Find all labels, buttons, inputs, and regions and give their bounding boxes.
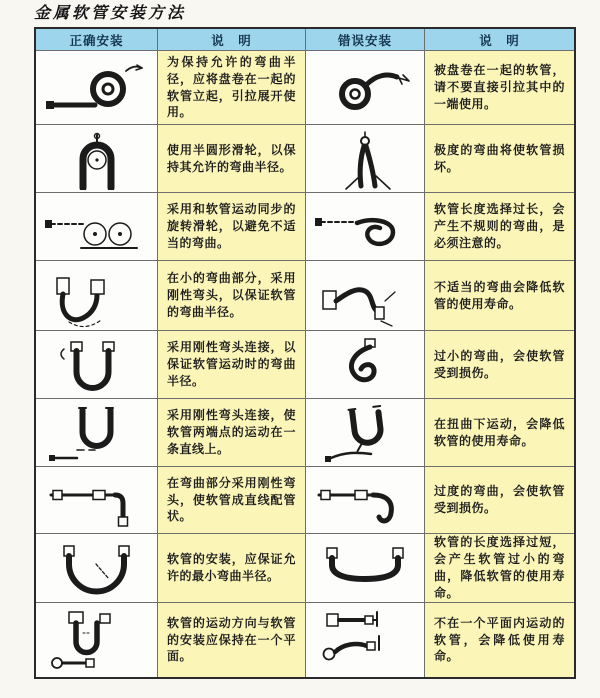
wrong-description-text: 极度的弯曲将使软管损坏。 — [434, 142, 565, 174]
wrong-description-text: 不适当的弯曲会降低软管的使用寿命。 — [434, 279, 565, 311]
column-header-correct-note: 说 明 — [157, 29, 305, 50]
wrong-illustration-cell — [305, 330, 424, 398]
wrong-description-text: 过度的弯曲，会使软管受到损伤。 — [434, 484, 565, 515]
table-row — [36, 50, 574, 124]
table-row — [36, 330, 574, 398]
rigid-elbow-small-bend-icon — [43, 264, 151, 328]
correct-illustration-cell — [36, 466, 157, 533]
coiled-hose-stood-upright-icon — [43, 57, 151, 119]
correct-description-text: 采用和软管运动同步的旋转滑轮，以避免不适当的弯曲。 — [167, 202, 296, 250]
extreme-bend-icon — [313, 128, 417, 190]
table-row — [36, 398, 574, 466]
minimum-bend-radius-u-icon — [43, 537, 151, 599]
correct-description-text: 软管的运动方向与软管的安装应保持在一个平面。 — [167, 615, 296, 664]
column-header-wrong-note: 说 明 — [424, 29, 574, 50]
wrong-description-text: 被盘卷在一起的软管，请不要直接引拉其中的一端使用。 — [434, 63, 565, 111]
correct-description-text: 使用半圆形滑轮，以保持其允许的弯曲半径。 — [167, 142, 296, 174]
wrong-illustration-cell — [305, 602, 424, 677]
page-title: 金属软管安装方法 — [34, 3, 187, 22]
wrong-description-text: 过小的弯曲，会使软管受到损伤。 — [434, 348, 565, 380]
wrong-description-cell — [424, 466, 574, 533]
improper-bend-icon — [313, 265, 417, 327]
correct-illustration-cell — [36, 330, 157, 398]
correct-description-cell — [157, 260, 305, 330]
correct-illustration-cell — [36, 50, 157, 124]
correct-illustration-cell — [36, 192, 157, 260]
too-small-bend-hook-icon — [313, 334, 417, 396]
wrong-description-cell — [424, 602, 574, 677]
table-row — [36, 124, 574, 192]
correct-description-cell — [157, 533, 305, 602]
table-row — [36, 192, 574, 260]
correct-description-cell — [157, 330, 305, 398]
too-short-hose-flat-icon — [313, 537, 417, 599]
semicircular-pulley-icon — [43, 128, 151, 190]
wrong-illustration-cell — [305, 50, 424, 124]
column-header-wrong-install: 错误安装 — [305, 29, 424, 50]
correct-illustration-cell — [36, 260, 157, 330]
wrong-description-text: 在扭曲下运动，会降低软管的使用寿命。 — [434, 416, 565, 448]
wrong-description-text: 软管的长度选择过短，会产生软管过小的弯曲，降低软管的使用寿命。 — [434, 535, 565, 600]
wrong-description-cell — [424, 260, 574, 330]
wrong-description-cell — [424, 533, 574, 602]
wrong-illustration-cell — [305, 124, 424, 192]
correct-illustration-cell — [36, 398, 157, 466]
table-row — [36, 466, 574, 533]
wrong-description-text: 不在一个平面内运动的软管，会降低使用寿命。 — [434, 615, 565, 664]
wrong-description-cell — [424, 192, 574, 260]
correct-description-text: 在弯曲部分采用刚性弯头，使软管成直线配管状。 — [167, 475, 296, 524]
table-row — [36, 533, 574, 602]
rigid-elbow-connection-icon — [43, 334, 151, 396]
correct-description-text: 在小的弯曲部分，采用刚性弯头，以保证软管的弯曲半径。 — [167, 271, 296, 319]
table-row — [36, 602, 574, 677]
correct-description-cell — [157, 192, 305, 260]
synchronized-rotating-pulleys-icon — [43, 197, 151, 257]
overlong-hose-irregular-loop-icon — [313, 197, 417, 257]
wrong-description-cell — [424, 398, 574, 466]
wrong-illustration-cell — [305, 466, 424, 533]
column-header-correct-install: 正确安装 — [36, 29, 157, 50]
correct-description-cell — [157, 398, 305, 466]
correct-illustration-cell — [36, 602, 157, 677]
wrong-illustration-cell — [305, 398, 424, 466]
wrong-illustration-cell — [305, 260, 424, 330]
table-header-row — [36, 29, 574, 50]
installation-methods-table — [34, 27, 576, 679]
correct-description-text: 采用刚性弯头连接，以保证软管运动时的弯曲半径。 — [167, 340, 296, 388]
table-row — [36, 260, 574, 330]
wrong-description-cell — [424, 50, 574, 124]
correct-illustration-cell — [36, 533, 157, 602]
wrong-illustration-cell — [305, 192, 424, 260]
coiled-hose-pulled-from-end-icon — [313, 58, 417, 118]
excessive-bend-icon — [313, 469, 417, 531]
straight-run-rigid-elbow-icon — [43, 469, 151, 531]
correct-description-text: 为保持允许的弯曲半径，应将盘卷在一起的软管立起，引拉展开使用。 — [167, 54, 296, 120]
wrong-illustration-cell — [305, 533, 424, 602]
wrong-description-cell — [424, 124, 574, 192]
correct-description-cell — [157, 124, 305, 192]
different-plane-motion-icon — [313, 606, 417, 674]
same-plane-motion-trap-icon — [43, 606, 151, 674]
aligned-endpoints-u-icon — [43, 402, 151, 464]
wrong-description-text: 软管长度选择过长，会产生不规则的弯曲，是必须注意的。 — [434, 202, 565, 250]
correct-description-text: 软管的安装，应保证允许的最小弯曲半径。 — [167, 552, 296, 583]
wrong-description-cell — [424, 330, 574, 398]
correct-description-text: 采用刚性弯头连接，使软管两端点的运动在一条直线上。 — [167, 408, 296, 456]
correct-illustration-cell — [36, 124, 157, 192]
correct-description-cell — [157, 466, 305, 533]
correct-description-cell — [157, 50, 305, 124]
correct-description-cell — [157, 602, 305, 677]
twisted-motion-u-icon — [313, 402, 417, 464]
